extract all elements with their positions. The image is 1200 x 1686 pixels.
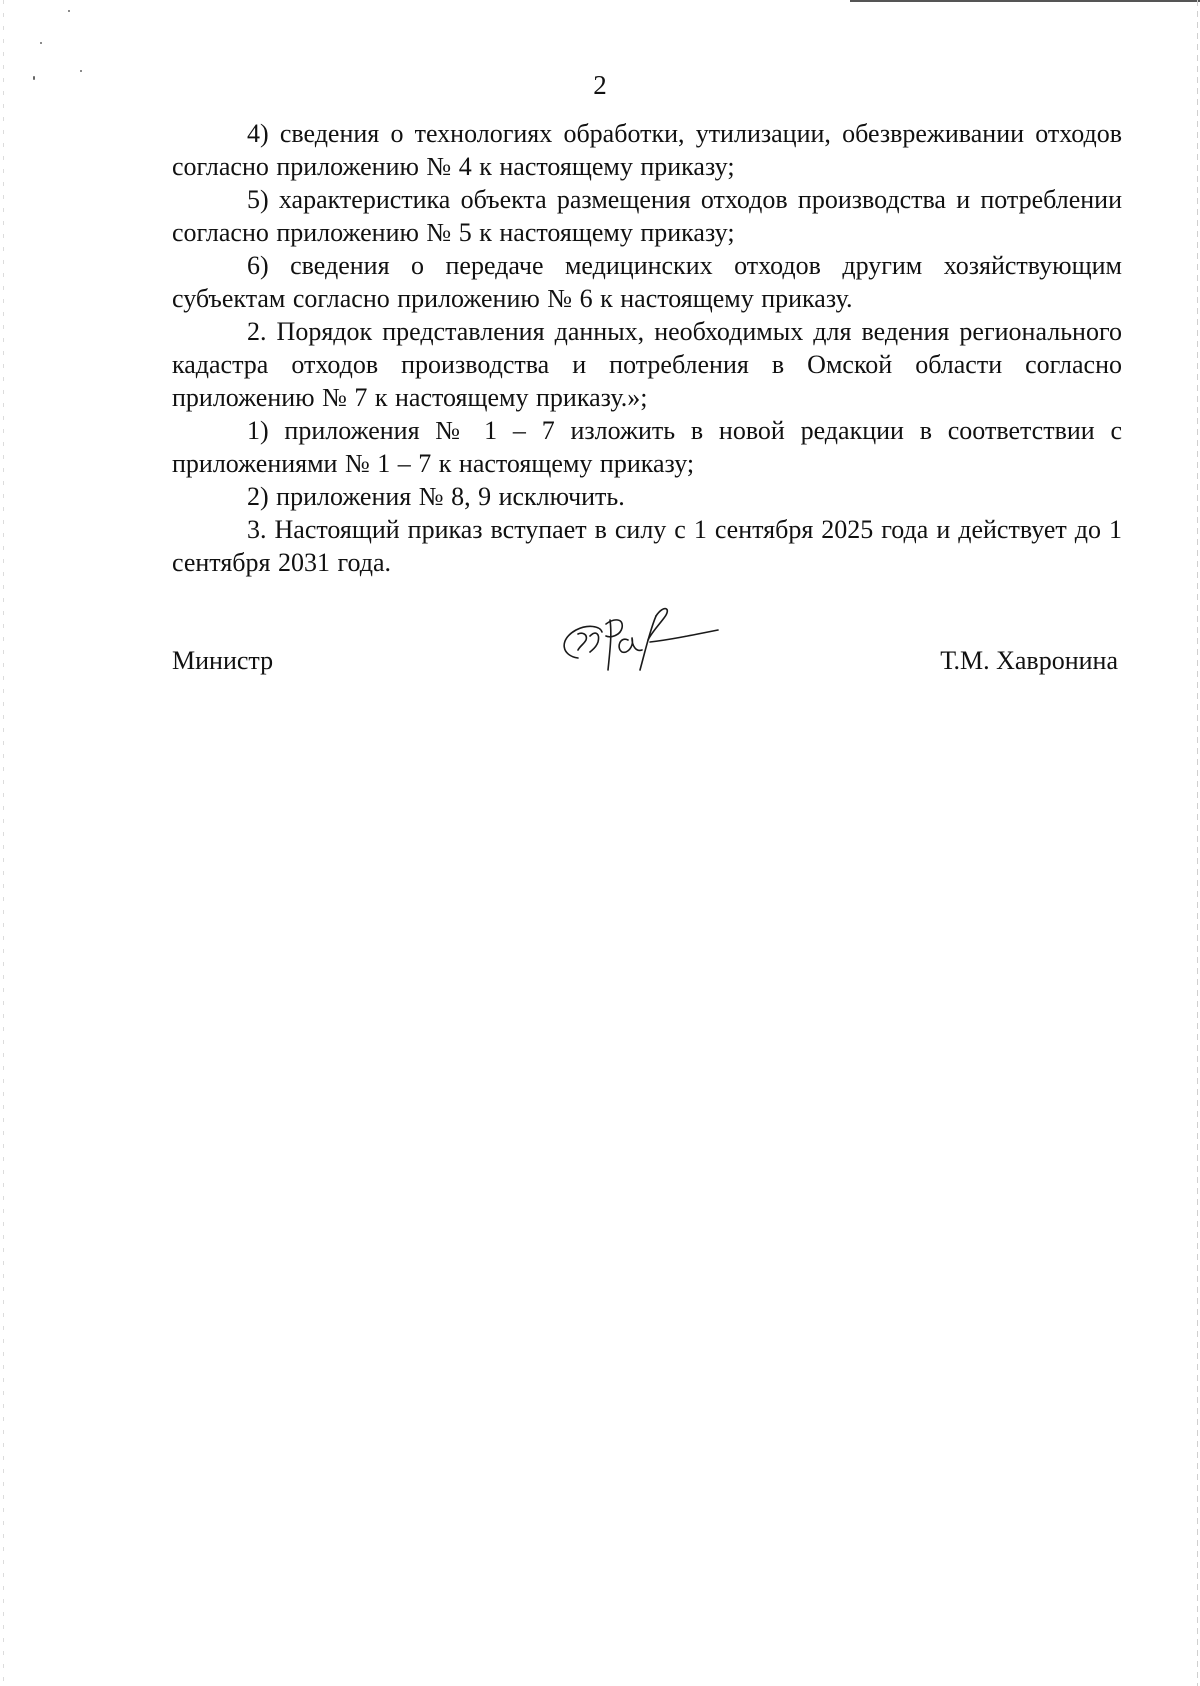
scan-speck xyxy=(68,10,70,12)
paragraph-amend-2: 2) приложения № 8, 9 исключить. xyxy=(247,482,625,511)
signer-name: Т.М. Хавронина xyxy=(940,646,1118,675)
paragraph-clause-2: 2. Порядок представления данных, необходимых для ведения регионального кадастра отходов производства и потребления в Омской области согласно приложению № 7 к настоящему приказу.»; xyxy=(172,317,1122,412)
paragraph-clause-3: 3. Настоящий приказ вступает в силу с 1 сентября 2025 года и действует до 1 сентября 2031 года. xyxy=(172,515,1122,577)
paragraph-amend-1: 1) приложения № 1 – 7 изложить в новой редакции в соответствии с приложениями № 1 – 7 к настоящему приказу; xyxy=(172,416,1122,478)
scan-top-edge-line xyxy=(850,0,1200,2)
signer-title: Министр xyxy=(172,646,274,675)
paragraph-item-6: 6) сведения о передаче медицинских отходов другим хозяйствующим субъектам согласно приложению № 6 к настоящему приказу. xyxy=(172,251,1122,313)
document-body xyxy=(172,117,1122,579)
signature-block xyxy=(172,646,1122,686)
scan-right-edge xyxy=(1197,0,1198,1686)
page-number: 2 xyxy=(593,70,607,100)
scan-speck xyxy=(40,42,42,44)
paragraph-item-5: 5) характеристика объекта размещения отходов производства и потреблении согласно приложению № 5 к настоящему приказу; xyxy=(172,185,1122,247)
scan-left-edge xyxy=(3,0,4,1686)
paragraph-item-4: 4) сведения о технологиях обработки, утилизации, обезвреживании отходов согласно приложению № 4 к настоящему приказу; xyxy=(172,119,1122,181)
